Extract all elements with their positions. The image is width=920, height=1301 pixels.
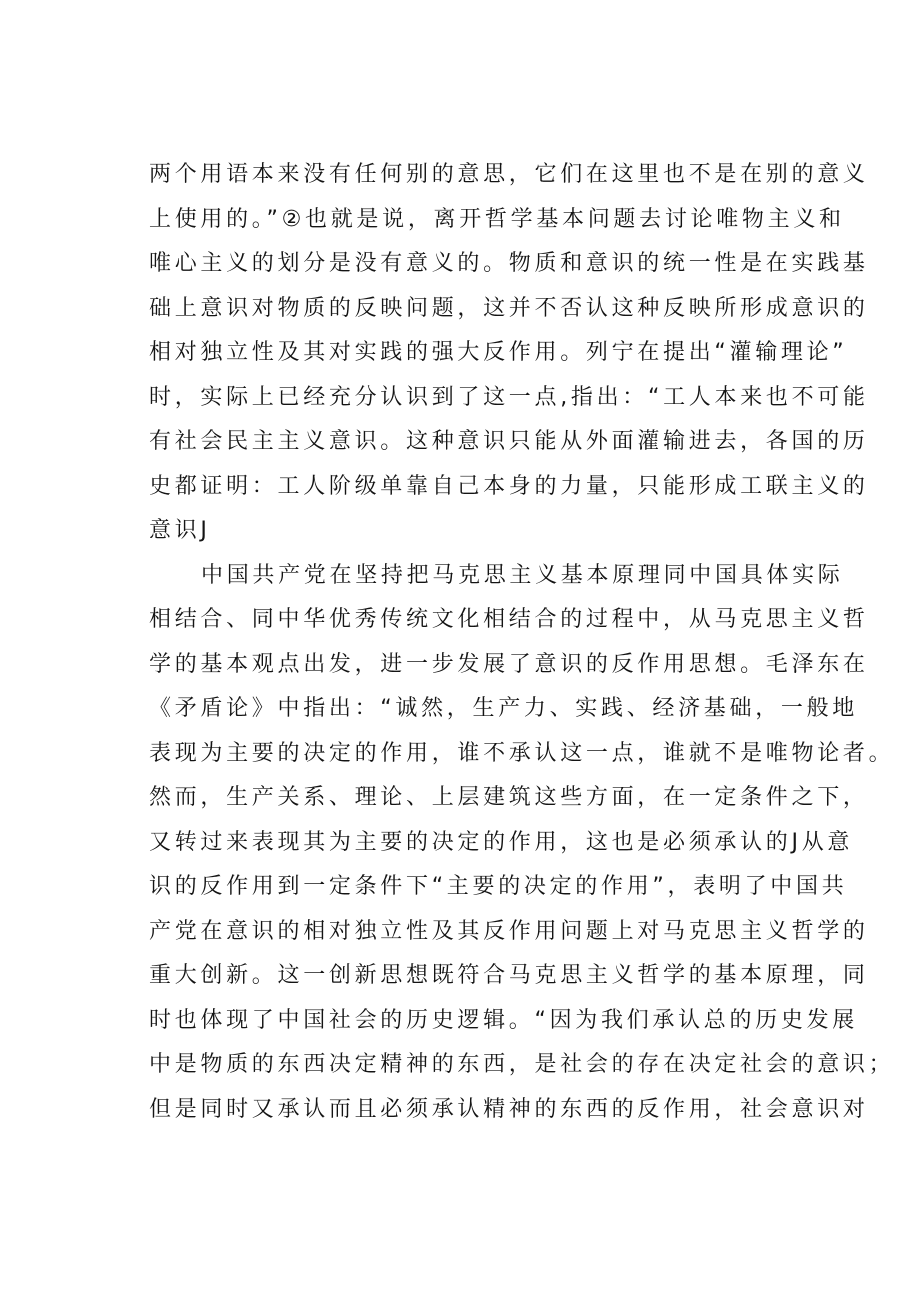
text-line: 《矛盾论》中指出：“诚然，生产力、实践、经济基础，一般地 (149, 696, 858, 721)
text-line: 然而，生产关系、理论、上层建筑这些方面，在一定条件之下， (149, 785, 869, 810)
text-line: 时，实际上已经充分认识到了这一点,指出：“工人本来也不可能 (149, 384, 869, 410)
text-line: 时也体现了中国社会的历史逻辑。“因为我们承认总的历史发展 (149, 1007, 858, 1033)
text-line: 意识J (149, 518, 211, 543)
text-line: 两个用语本来没有任何别的意思，它们在这里也不是在别的意义 (149, 162, 869, 187)
text-line: 识的反作用到一定条件下“主要的决定的作用”，表明了中国共 (149, 874, 848, 899)
text-line: 相对独立性及其对实践的强大反作用。列宁在提出“灌输理论” (149, 340, 848, 365)
text-line: 有社会民主主义意识。这种意识只能从外面灌输进去，各国的历 (149, 429, 869, 454)
text-line: 但是同时又承认而且必须承认精神的东西的反作用，社会意识对 (149, 1096, 869, 1122)
text-line: 唯心主义的划分是没有意义的。物质和意识的统一性是在实践基 (149, 251, 869, 276)
text-line: 中是物质的东西决定精神的东西，是社会的存在决定社会的意识； (149, 1052, 895, 1077)
text-line: 产党在意识的相对独立性及其反作用问题上对马克思主义哲学的 (149, 918, 869, 944)
text-line: 重大创新。这一创新思想既符合马克思主义哲学的基本原理，同 (149, 963, 869, 988)
text-line: 相结合、同中华优秀传统文化相结合的过程中，从马克思主义哲 (149, 607, 869, 632)
text-line: 又转过来表现其为主要的决定的作用，这也是必须承认的J从意 (149, 829, 854, 855)
text-line: 学的基本观点出发，进一步发展了意识的反作用思想。毛泽东在 (149, 651, 869, 677)
text-line: 史都证明：工人阶级单靠自己本身的力量，只能形成工联主义的 (149, 473, 869, 499)
text-line: 表现为主要的决定的作用，谁不承认这一点，谁就不是唯物论者。 (149, 740, 895, 766)
paragraph-start-line: 中国共产党在坚持把马克思主义基本原理同中国具体实际 (201, 562, 844, 588)
text-line: 上使用的。”②也就是说，离开哲学基本问题去讨论唯物主义和 (149, 206, 845, 232)
text-line: 础上意识对物质的反映问题，这并不否认这种反映所形成意识的 (149, 295, 869, 321)
body-text (149, 153, 895, 1132)
